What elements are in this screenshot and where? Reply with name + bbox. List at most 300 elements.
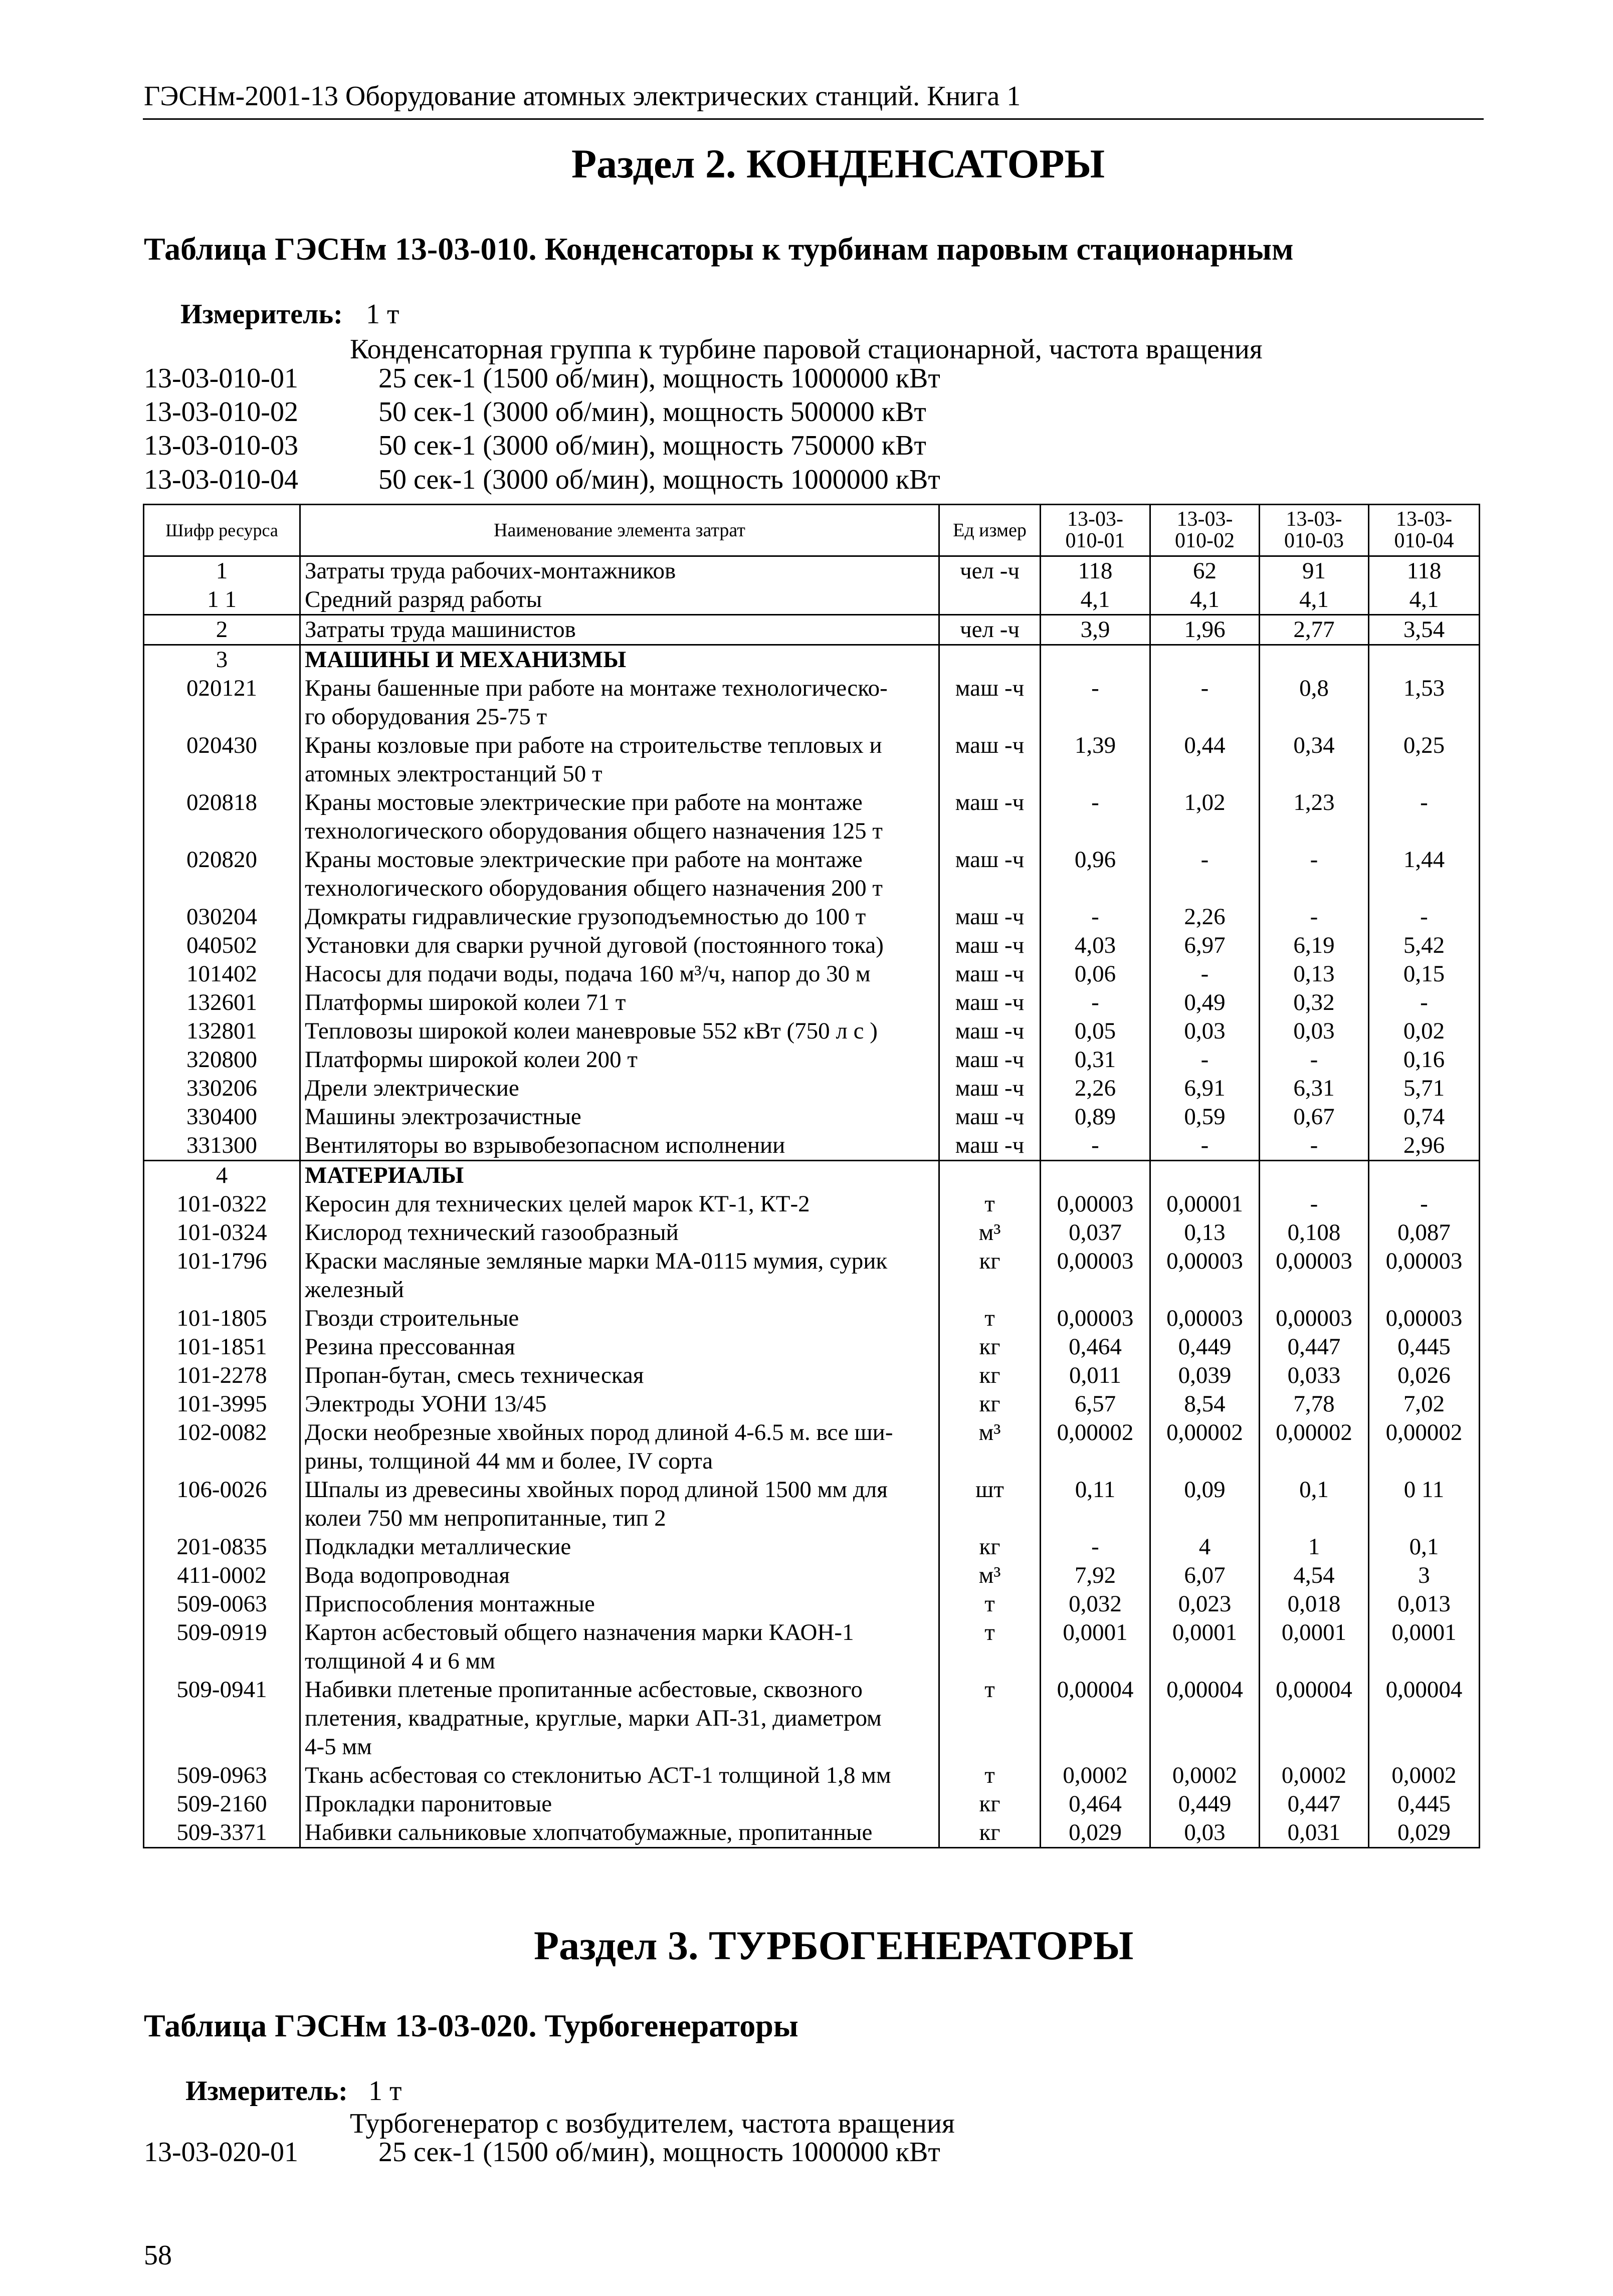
resource-code-cell: 020818: [144, 788, 300, 846]
table-row: [144, 731, 1480, 788]
unit-cell: маш -ч: [939, 788, 1041, 846]
value-cell: 0,1: [1260, 1476, 1369, 1533]
resource-name-cell: Краски масляные земляные марки МА-0115 мумия, сурик железный: [300, 1247, 939, 1304]
value-cell: -: [1260, 1131, 1369, 1161]
unit-cell: маш -ч: [939, 960, 1041, 988]
resource-name-cell: Подкладки металлические: [300, 1533, 939, 1561]
resource-code-cell: 2: [144, 615, 300, 645]
resource-code-cell: 102-0082: [144, 1418, 300, 1476]
variant-code: 13-03-010-01: [144, 363, 298, 394]
value-cell: [1369, 1161, 1480, 1190]
resource-code-cell: 201-0835: [144, 1533, 300, 1561]
value-cell: 0,06: [1041, 960, 1150, 988]
value-cell: 0,8: [1260, 674, 1369, 731]
table-row: [144, 1618, 1480, 1676]
unit-cell: т: [939, 1676, 1041, 1761]
value-cell: [1150, 645, 1260, 675]
value-cell: 0,032: [1041, 1590, 1150, 1618]
value-cell: 6,91: [1150, 1074, 1260, 1103]
value-cell: -: [1041, 1131, 1150, 1161]
unit-cell: маш -ч: [939, 903, 1041, 931]
resource-name-cell: Прокладки паронитовые: [300, 1790, 939, 1818]
value-cell: 0,00003: [1041, 1304, 1150, 1333]
table-row: [144, 1131, 1480, 1161]
value-cell: 118: [1041, 556, 1150, 586]
resource-name-cell: Средний разряд работы: [300, 585, 939, 615]
unit-cell: м³: [939, 1418, 1041, 1476]
value-cell: 5,71: [1369, 1074, 1480, 1103]
resource-name-cell: Установки для сварки ручной дуговой (постоянного тока): [300, 931, 939, 960]
value-cell: 2,26: [1041, 1074, 1150, 1103]
unit-cell: маш -ч: [939, 1017, 1041, 1046]
value-cell: -: [1260, 846, 1369, 903]
value-cell: 0,039: [1150, 1361, 1260, 1390]
resource-name-cell: Насосы для подачи воды, подача 160 м³/ч, напор до 30 м: [300, 960, 939, 988]
resource-code-cell: 101402: [144, 960, 300, 988]
value-cell: 2,96: [1369, 1131, 1480, 1161]
value-cell: 0,00004: [1150, 1676, 1260, 1761]
unit-cell: т: [939, 1590, 1041, 1618]
value-cell: 2,26: [1150, 903, 1260, 931]
value-cell: -: [1041, 988, 1150, 1017]
resource-code-cell: 101-2278: [144, 1361, 300, 1390]
unit-cell: чел -ч: [939, 556, 1041, 586]
value-cell: 3,9: [1041, 615, 1150, 645]
table-row: [144, 1761, 1480, 1790]
value-cell: 4,54: [1260, 1561, 1369, 1590]
resource-name-cell: Ткань асбестовая со стеклонитью АСТ-1 толщиной 1,8 мм: [300, 1761, 939, 1790]
variant-code: 13-03-010-03: [144, 430, 298, 461]
value-cell: 0,108: [1260, 1218, 1369, 1247]
value-cell: 0,031: [1260, 1818, 1369, 1848]
variant-text: 50 сек-1 (3000 об/мин), мощность 1000000 кВт: [378, 464, 940, 495]
value-cell: 1,96: [1150, 615, 1260, 645]
table-row: [144, 585, 1480, 615]
value-cell: 6,19: [1260, 931, 1369, 960]
section2-title: Раздел 2. КОНДЕНСАТОРЫ: [571, 141, 1105, 186]
value-cell: 4,1: [1260, 585, 1369, 615]
value-cell: 0,00003: [1041, 1247, 1150, 1304]
value-cell: 0,05: [1041, 1017, 1150, 1046]
table-row: [144, 1074, 1480, 1103]
resource-name-cell: Домкраты гидравлические грузоподъемностью до 100 т: [300, 903, 939, 931]
value-cell: 0,34: [1260, 731, 1369, 788]
table-header-row: [144, 505, 1480, 556]
table-row: [144, 1561, 1480, 1590]
resource-code-cell: 509-0963: [144, 1761, 300, 1790]
value-cell: 4,1: [1150, 585, 1260, 615]
value-cell: [1369, 645, 1480, 675]
resource-name-cell: Вода водопроводная: [300, 1561, 939, 1590]
table-row: [144, 1218, 1480, 1247]
value-cell: 0,0002: [1260, 1761, 1369, 1790]
value-cell: 0,96: [1041, 846, 1150, 903]
value-cell: 0,00003: [1041, 1190, 1150, 1218]
value-cell: 0,11: [1041, 1476, 1150, 1533]
value-cell: 0,00004: [1041, 1676, 1150, 1761]
value-cell: 0,03: [1150, 1017, 1260, 1046]
table-row: [144, 1017, 1480, 1046]
table-row: [144, 1533, 1480, 1561]
value-cell: 1,23: [1260, 788, 1369, 846]
resource-code-cell: 509-0941: [144, 1676, 300, 1761]
meter-value-2: 1 т: [368, 2075, 402, 2107]
resource-code-cell: 1 1: [144, 585, 300, 615]
resource-name-cell: Краны козловые при работе на строительстве тепловых и атомных электростанций 50 т: [300, 731, 939, 788]
value-cell: 1,53: [1369, 674, 1480, 731]
value-cell: 0,00003: [1150, 1247, 1260, 1304]
unit-cell: т: [939, 1190, 1041, 1218]
resource-name-cell: Дрели электрические: [300, 1074, 939, 1103]
value-cell: 0,449: [1150, 1790, 1260, 1818]
header-cell: 13-03- 010-01: [1041, 505, 1150, 556]
resource-code-cell: 020121: [144, 674, 300, 731]
value-cell: 0,09: [1150, 1476, 1260, 1533]
variant-code-2: 13-03-020-01: [144, 2137, 298, 2168]
value-cell: -: [1150, 1046, 1260, 1074]
value-cell: 0,011: [1041, 1361, 1150, 1390]
resource-name-cell: Краны башенные при работе на монтаже технологическо- го оборудования 25-75 т: [300, 674, 939, 731]
table-row: [144, 645, 1480, 675]
value-cell: 0,445: [1369, 1790, 1480, 1818]
resource-code-cell: 101-1796: [144, 1247, 300, 1304]
value-cell: 4: [1150, 1533, 1260, 1561]
unit-cell: маш -ч: [939, 846, 1041, 903]
resource-code-cell: 101-1805: [144, 1304, 300, 1333]
unit-cell: чел -ч: [939, 615, 1041, 645]
description-intro: Конденсаторная группа к турбине паровой стационарной, частота вращения: [350, 334, 1263, 365]
value-cell: 0,033: [1260, 1361, 1369, 1390]
resource-name-cell: Резина прессованная: [300, 1333, 939, 1361]
value-cell: -: [1041, 788, 1150, 846]
meter-label-2: Измеритель:: [185, 2075, 348, 2107]
page-number: 58: [144, 2240, 172, 2271]
resource-code-cell: 4: [144, 1161, 300, 1190]
value-cell: 0,59: [1150, 1103, 1260, 1131]
value-cell: 0,03: [1260, 1017, 1369, 1046]
unit-cell: шт: [939, 1476, 1041, 1533]
resource-code-cell: 101-1851: [144, 1333, 300, 1361]
value-cell: 0,445: [1369, 1333, 1480, 1361]
value-cell: 1,44: [1369, 846, 1480, 903]
resource-name-cell: Краны мостовые электрические при работе на монтаже технологического оборудования общего назначения 125 т: [300, 788, 939, 846]
value-cell: 0,00002: [1369, 1418, 1480, 1476]
unit-cell: кг: [939, 1818, 1041, 1848]
value-cell: 1: [1260, 1533, 1369, 1561]
table-row: [144, 1361, 1480, 1390]
value-cell: 0,037: [1041, 1218, 1150, 1247]
value-cell: 0,464: [1041, 1333, 1150, 1361]
resource-name-cell: Доски необрезные хвойных пород длиной 4-6.5 м. все ши- рины, толщиной 44 мм и более, IV сорта: [300, 1418, 939, 1476]
table-row: [144, 931, 1480, 960]
resource-code-cell: 331300: [144, 1131, 300, 1161]
value-cell: 118: [1369, 556, 1480, 586]
resource-name-cell: Тепловозы широкой колеи маневровые 552 кВт (750 л с ): [300, 1017, 939, 1046]
resource-code-cell: 1: [144, 556, 300, 586]
meter-label: Измеритель:: [180, 299, 343, 330]
value-cell: 0,25: [1369, 731, 1480, 788]
value-cell: 0,00003: [1260, 1247, 1369, 1304]
resource-code-cell: 101-0322: [144, 1190, 300, 1218]
table-row: [144, 903, 1480, 931]
value-cell: 0,018: [1260, 1590, 1369, 1618]
value-cell: 0,00003: [1260, 1304, 1369, 1333]
resource-code-cell: 411-0002: [144, 1561, 300, 1590]
value-cell: 0,32: [1260, 988, 1369, 1017]
value-cell: 4,1: [1041, 585, 1150, 615]
value-cell: 6,57: [1041, 1390, 1150, 1418]
table-row: [144, 960, 1480, 988]
unit-cell: маш -ч: [939, 1046, 1041, 1074]
variant-text-2: 25 сек-1 (1500 об/мин), мощность 1000000 кВт: [378, 2137, 940, 2168]
unit-cell: маш -ч: [939, 674, 1041, 731]
value-cell: 0,0001: [1260, 1618, 1369, 1676]
value-cell: 0,029: [1041, 1818, 1150, 1848]
value-cell: 0,013: [1369, 1590, 1480, 1618]
value-cell: 2,77: [1260, 615, 1369, 645]
value-cell: 0,449: [1150, 1333, 1260, 1361]
value-cell: 7,92: [1041, 1561, 1150, 1590]
table-row: [144, 1476, 1480, 1533]
value-cell: 0,0001: [1369, 1618, 1480, 1676]
value-cell: 0,023: [1150, 1590, 1260, 1618]
table-row: [144, 1161, 1480, 1190]
value-cell: 0,00003: [1150, 1304, 1260, 1333]
value-cell: 0,0002: [1369, 1761, 1480, 1790]
resource-name-cell: Платформы широкой колеи 200 т: [300, 1046, 939, 1074]
unit-cell: маш -ч: [939, 988, 1041, 1017]
value-cell: -: [1260, 903, 1369, 931]
unit-cell: кг: [939, 1533, 1041, 1561]
value-cell: 6,97: [1150, 931, 1260, 960]
unit-cell: маш -ч: [939, 931, 1041, 960]
resource-name-cell: Пропан-бутан, смесь техническая: [300, 1361, 939, 1390]
table-row: [144, 988, 1480, 1017]
unit-cell: [939, 585, 1041, 615]
table-row: [144, 615, 1480, 645]
table-row: [144, 788, 1480, 846]
variant-code: 13-03-010-04: [144, 464, 298, 495]
resource-code-cell: 509-0919: [144, 1618, 300, 1676]
value-cell: -: [1369, 988, 1480, 1017]
value-cell: 0,447: [1260, 1333, 1369, 1361]
resource-table: [143, 504, 1480, 1848]
resource-name-cell: Шпалы из древесины хвойных пород длиной 1500 мм для колеи 750 мм непропитанные, тип 2: [300, 1476, 939, 1533]
variant-code: 13-03-010-02: [144, 396, 298, 428]
resource-code-cell: 330400: [144, 1103, 300, 1131]
table-row: [144, 1590, 1480, 1618]
resource-code-cell: 101-0324: [144, 1218, 300, 1247]
value-cell: -: [1041, 674, 1150, 731]
unit-cell: маш -ч: [939, 1131, 1041, 1161]
resource-name-cell: Набивки плетеные пропитанные асбестовые, сквозного плетения, квадратные, круглые, марки АП-31, диаметром 4-5 мм: [300, 1676, 939, 1761]
table-row: [144, 1304, 1480, 1333]
value-cell: 0,13: [1260, 960, 1369, 988]
value-cell: 0,89: [1041, 1103, 1150, 1131]
header-rule: [143, 118, 1484, 120]
value-cell: 0,00002: [1041, 1418, 1150, 1476]
resource-code-cell: 020820: [144, 846, 300, 903]
value-cell: 1,02: [1150, 788, 1260, 846]
table-title-2: Таблица ГЭСНм 13-03-020. Турбогенераторы: [144, 2008, 798, 2043]
value-cell: 5,42: [1369, 931, 1480, 960]
value-cell: -: [1150, 846, 1260, 903]
value-cell: 0,31: [1041, 1046, 1150, 1074]
value-cell: -: [1369, 788, 1480, 846]
value-cell: 91: [1260, 556, 1369, 586]
value-cell: 6,31: [1260, 1074, 1369, 1103]
value-cell: 4,03: [1041, 931, 1150, 960]
value-cell: -: [1150, 1131, 1260, 1161]
unit-cell: кг: [939, 1333, 1041, 1361]
resource-code-cell: 132801: [144, 1017, 300, 1046]
value-cell: -: [1041, 1533, 1150, 1561]
value-cell: -: [1041, 903, 1150, 931]
resource-name-cell: Картон асбестовый общего назначения марки КАОН-1 толщиной 4 и 6 мм: [300, 1618, 939, 1676]
value-cell: 8,54: [1150, 1390, 1260, 1418]
value-cell: 0,00001: [1150, 1190, 1260, 1218]
value-cell: 0,44: [1150, 731, 1260, 788]
value-cell: 0,13: [1150, 1218, 1260, 1247]
value-cell: 0,15: [1369, 960, 1480, 988]
resource-name-cell: Гвозди строительные: [300, 1304, 939, 1333]
table-title: Таблица ГЭСНм 13-03-010. Конденсаторы к турбинам паровым стационарным: [144, 231, 1294, 267]
value-cell: 0 11: [1369, 1476, 1480, 1533]
value-cell: 0,0002: [1041, 1761, 1150, 1790]
table-row: [144, 1247, 1480, 1304]
unit-cell: кг: [939, 1390, 1041, 1418]
variant-text: 25 сек-1 (1500 об/мин), мощность 1000000 кВт: [378, 363, 940, 394]
unit-cell: маш -ч: [939, 1074, 1041, 1103]
section3-title: Раздел 3. ТУРБОГЕНЕРАТОРЫ: [534, 1923, 1134, 1968]
variant-text: 50 сек-1 (3000 об/мин), мощность 500000 кВт: [378, 396, 926, 428]
table-row: [144, 1333, 1480, 1361]
value-cell: [1150, 1161, 1260, 1190]
table-row: [144, 1676, 1480, 1761]
value-cell: [1041, 645, 1150, 675]
resource-code-cell: 101-3995: [144, 1390, 300, 1418]
table-row: [144, 1818, 1480, 1848]
table-row: [144, 1190, 1480, 1218]
resource-code-cell: 040502: [144, 931, 300, 960]
unit-cell: т: [939, 1618, 1041, 1676]
resource-name-cell: Кислород технический газообразный: [300, 1218, 939, 1247]
value-cell: 0,1: [1369, 1533, 1480, 1561]
unit-cell: кг: [939, 1247, 1041, 1304]
resource-name-cell: Краны мостовые электрические при работе на монтаже технологического оборудования общего назначения 200 т: [300, 846, 939, 903]
value-cell: 7,78: [1260, 1390, 1369, 1418]
header-cell: 13-03- 010-02: [1150, 505, 1260, 556]
value-cell: [1260, 1161, 1369, 1190]
header-cell: Шифр ресурса: [144, 505, 300, 556]
table-row: [144, 1790, 1480, 1818]
table-row: [144, 1390, 1480, 1418]
resource-code-cell: 030204: [144, 903, 300, 931]
value-cell: 0,00004: [1260, 1676, 1369, 1761]
value-cell: 0,447: [1260, 1790, 1369, 1818]
resource-name-cell: МАТЕРИАЛЫ: [300, 1161, 939, 1190]
value-cell: 0,74: [1369, 1103, 1480, 1131]
value-cell: 0,67: [1260, 1103, 1369, 1131]
unit-cell: т: [939, 1304, 1041, 1333]
value-cell: 0,00002: [1260, 1418, 1369, 1476]
value-cell: -: [1150, 674, 1260, 731]
table-row: [144, 556, 1480, 586]
value-cell: [1260, 645, 1369, 675]
value-cell: -: [1260, 1046, 1369, 1074]
header-cell: Наименование элемента затрат: [300, 505, 939, 556]
unit-cell: кг: [939, 1790, 1041, 1818]
resource-code-cell: 509-2160: [144, 1790, 300, 1818]
resource-name-cell: Машины электрозачистные: [300, 1103, 939, 1131]
header-cell: Ед измер: [939, 505, 1041, 556]
header-cell: 13-03- 010-03: [1260, 505, 1369, 556]
unit-cell: кг: [939, 1361, 1041, 1390]
value-cell: 0,0002: [1150, 1761, 1260, 1790]
resource-code-cell: 509-3371: [144, 1818, 300, 1848]
unit-cell: м³: [939, 1561, 1041, 1590]
unit-cell: [939, 645, 1041, 675]
header-cell: 13-03- 010-04: [1369, 505, 1480, 556]
value-cell: 0,464: [1041, 1790, 1150, 1818]
value-cell: 6,07: [1150, 1561, 1260, 1590]
value-cell: 0,026: [1369, 1361, 1480, 1390]
unit-cell: маш -ч: [939, 1103, 1041, 1131]
unit-cell: м³: [939, 1218, 1041, 1247]
resource-name-cell: Затраты труда машинистов: [300, 615, 939, 645]
table-row: [144, 674, 1480, 731]
variant-text: 50 сек-1 (3000 об/мин), мощность 750000 кВт: [378, 430, 926, 461]
value-cell: -: [1260, 1190, 1369, 1218]
table-row: [144, 846, 1480, 903]
unit-cell: [939, 1161, 1041, 1190]
value-cell: 1,39: [1041, 731, 1150, 788]
resource-name-cell: Набивки сальниковые хлопчатобумажные, пропитанные: [300, 1818, 939, 1848]
value-cell: 0,087: [1369, 1218, 1480, 1247]
resource-code-cell: 320800: [144, 1046, 300, 1074]
resource-code-cell: 509-0063: [144, 1590, 300, 1618]
value-cell: 0,0001: [1150, 1618, 1260, 1676]
table-row: [144, 1103, 1480, 1131]
resource-name-cell: Затраты труда рабочих-монтажников: [300, 556, 939, 586]
value-cell: 0,03: [1150, 1818, 1260, 1848]
value-cell: 4,1: [1369, 585, 1480, 615]
value-cell: 7,02: [1369, 1390, 1480, 1418]
value-cell: 0,00004: [1369, 1676, 1480, 1761]
value-cell: 3,54: [1369, 615, 1480, 645]
table-row: [144, 1418, 1480, 1476]
unit-cell: маш -ч: [939, 731, 1041, 788]
meter-value: 1 т: [366, 299, 399, 330]
value-cell: 0,00003: [1369, 1304, 1480, 1333]
value-cell: 0,0001: [1041, 1618, 1150, 1676]
value-cell: 0,00002: [1150, 1418, 1260, 1476]
resource-name-cell: Вентиляторы во взрывобезопасном исполнении: [300, 1131, 939, 1161]
value-cell: 0,49: [1150, 988, 1260, 1017]
value-cell: 3: [1369, 1561, 1480, 1590]
resource-name-cell: Платформы широкой колеи 71 т: [300, 988, 939, 1017]
value-cell: -: [1150, 960, 1260, 988]
resource-code-cell: 132601: [144, 988, 300, 1017]
description-intro-2: Турбогенератор с возбудителем, частота вращения: [350, 2108, 955, 2139]
value-cell: 0,02: [1369, 1017, 1480, 1046]
value-cell: 62: [1150, 556, 1260, 586]
resource-name-cell: МАШИНЫ И МЕХАНИЗМЫ: [300, 645, 939, 675]
value-cell: 0,029: [1369, 1818, 1480, 1848]
resource-name-cell: Приспособления монтажные: [300, 1590, 939, 1618]
value-cell: -: [1369, 903, 1480, 931]
value-cell: -: [1369, 1190, 1480, 1218]
